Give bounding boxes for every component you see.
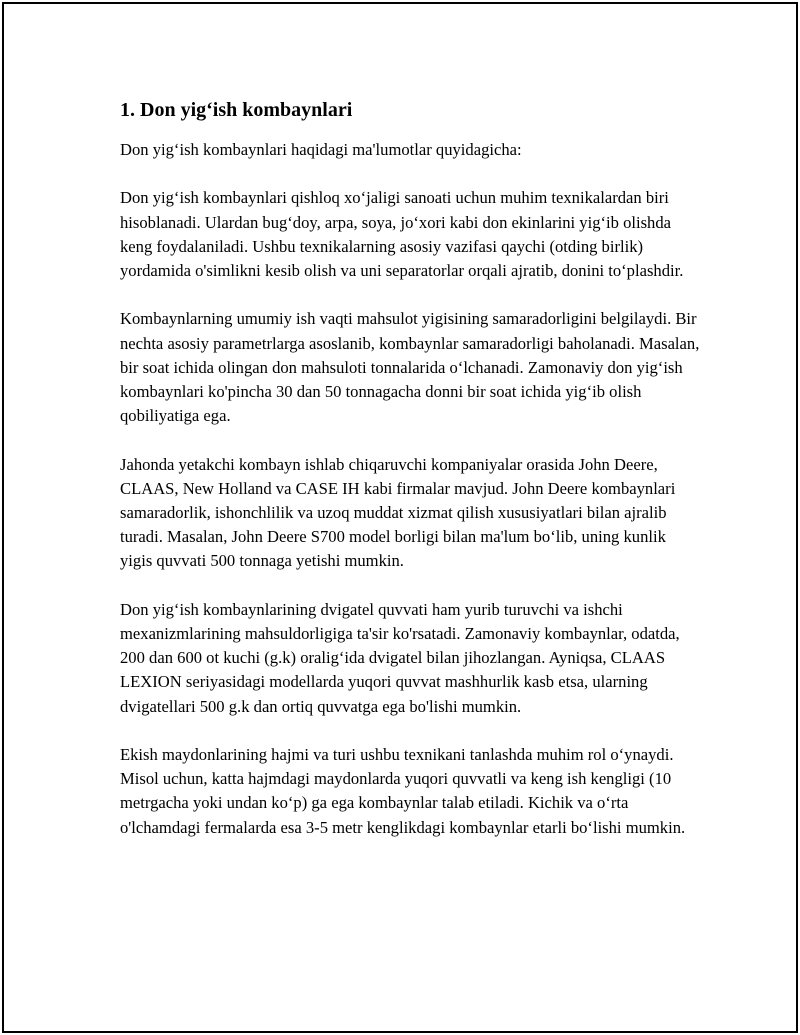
- document-content: [120, 96, 700, 864]
- paragraph-1: Don yig‘ish kombaynlari qishloq xo‘jaligi sanoati uchun muhim texnikalardan biri hisoblanadi. Ulardan bug‘doy, arpa, soya, jo‘xori kabi don ekinlarini yig‘ib olishda keng foydalaniladi. Ushbu texnikalarning asosiy vazifasi qaychi (otding birlik) yordamida o'simlikni kesib olish va uni separatorlar orqali ajratib, donini to‘plashdir.: [120, 188, 684, 280]
- paragraph-5: Ekish maydonlarining hajmi va turi ushbu texnikani tanlashda muhim rol o‘ynaydi. Misol uchun, katta hajmdagi maydonlarda yuqori quvvatli va keng ish kengligi (10 metrgacha yoki undan ko‘p) ga ega kombaynlar talab etiladi. Kichik va o‘rta o'lchamdagi fermalarda esa 3-5 metr kenglikdagi kombaynlar etarli bo‘lishi mumkin.: [120, 745, 686, 837]
- intro-paragraph: Don yig‘ish kombaynlari haqidagi ma'lumotlar quyidagicha:: [120, 140, 522, 159]
- paragraph-3: Jahonda yetakchi kombayn ishlab chiqaruvchi kompaniyalar orasida John Deere, CLAAS, New Holland va CASE IH kabi firmalar mavjud. John Deere kombaynlari samaradorlik, ishonchlilik va uzoq muddat xizmat qilish xususiyatlari bilan ajralib turadi. Masalan, John Deere S700 model borligi bilan ma'lum bo‘lib, uning kunlik yigis quvvati 500 tonnaga yetishi mumkin.: [120, 454, 676, 571]
- paragraph-2: Kombaynlarning umumiy ish vaqti mahsulot yigisining samaradorligini belgilaydi. Bir nechta asosiy parametrlarga asoslanib, kombaynlar samaradorligi baholanadi. Masalan, bir soat ichida olingan don mahsuloti tonnalarida o‘lchanadi. Zamonaviy don yig‘ish kombaynlari ko'pincha 30 dan 50 tonnagacha donni bir soat ichida yig‘ib olish qobiliyatiga ega.: [120, 309, 700, 426]
- section-heading: 1. Don yig‘ish kombaynlari: [120, 99, 353, 121]
- paragraph-4: Don yig‘ish kombaynlarining dvigatel quvvati ham yurib turuvchi va ishchi mexanizmlarining mahsuldorligiga ta'sir ko'rsatadi. Zamonaviy kombaynlar, odatda, 200 dan 600 ot kuchi (g.k) oralig‘ida dvigatel bilan jihozlangan. Ayniqsa, CLAAS LEXION seriyasidagi modellarda yuqori quvvat mashhurlik kasb etsa, ularning dvigatellari 500 g.k dan ortiq quvvatga ega bo'lishi mumkin.: [120, 599, 680, 716]
- document-page: [2, 2, 798, 1033]
